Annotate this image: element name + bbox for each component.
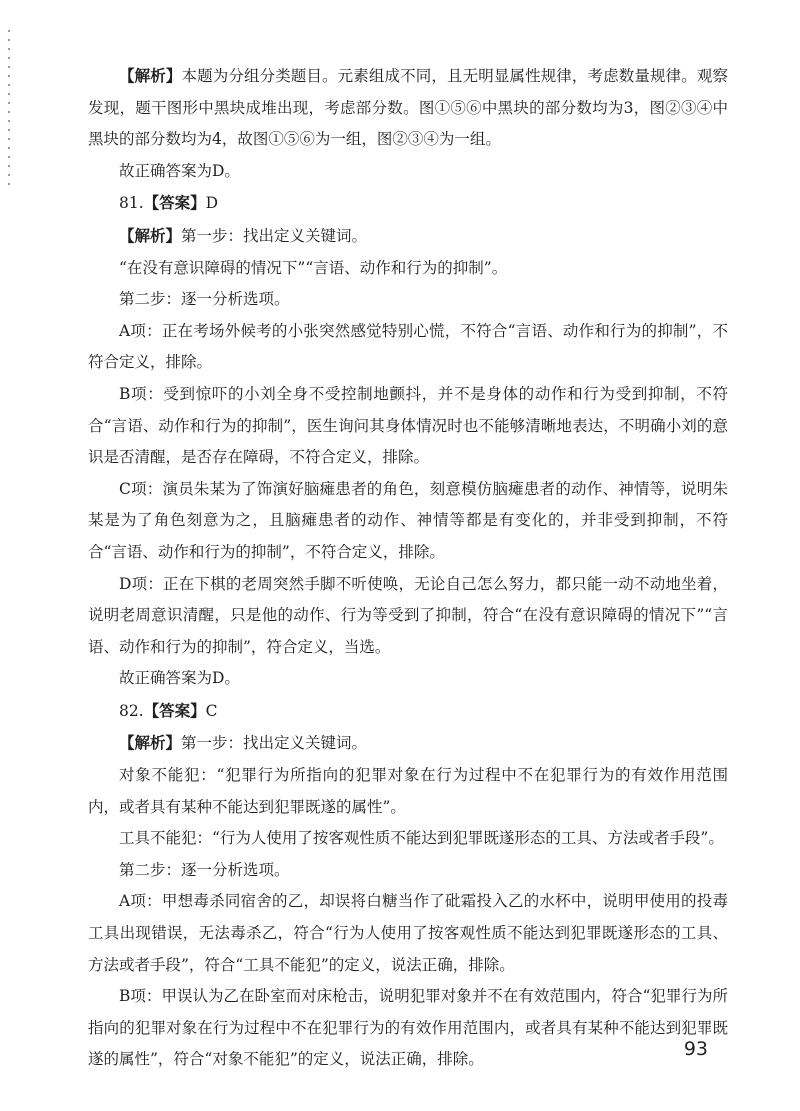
answer-label: 【答案】	[143, 193, 206, 213]
analysis-label: 【解析】	[119, 66, 182, 85]
analysis-label: 【解析】	[119, 225, 182, 245]
step-text: 第一步：找出定义关键词。	[181, 226, 368, 245]
q82-definition-tool: 工具不能犯：“行为人使用了按客观性质不能达到犯罪既遂形态的工具、方法或者手段”。	[119, 829, 724, 848]
question-number: 81.	[119, 194, 144, 213]
q81-option-a: A项：正在考场外候考的小张突然感觉特别心慌，不符合“言语、动作和行为的抑制”，不符合定义，排除。	[88, 321, 728, 372]
q81-step2: 第二步：逐一分析选项。	[119, 290, 290, 309]
q81-conclusion: 故正确答案为D。	[119, 669, 240, 688]
q80-conclusion: 故正确答案为D。	[119, 161, 240, 180]
q82-answer-line	[88, 695, 728, 728]
q81-analysis-step1	[88, 220, 728, 253]
page-number: 93	[683, 1038, 708, 1060]
q81-option-b: B项：受到惊吓的小刘全身不受控制地颤抖，并不是身体的动作和行为受到抑制，不符合“言语、动作和行为的抑制”，医生询问其身体情况时也不能够清晰地表达，不明确小刘的意识是否清醒，是否存在障碍，不符合定义，排除。	[88, 384, 728, 467]
q81-option-c: C项：演员朱某为了饰演好脑瘫患者的角色，刻意模仿脑瘫患者的动作、神情等，说明朱某是为了角色刻意为之，且脑瘫患者的动作、神情等都是有变化的，并非受到抑制，不符合“言语、动作和行为的抑制”，不符合定义，排除。	[88, 479, 728, 561]
q81-answer-line	[88, 187, 728, 220]
question-number: 82.	[119, 701, 144, 720]
step-text: 第一步：找出定义关键词。	[181, 734, 368, 753]
answer-value: D	[205, 194, 219, 213]
analysis-label: 【解析】	[119, 733, 182, 753]
q82-step2: 第二步：逐一分析选项。	[119, 860, 290, 879]
q82-option-a: A项：甲想毒杀同宿舍的乙，却误将白糖当作了砒霜投入乙的水杯中，说明甲使用的投毒工具出现错误，无法毒杀乙，符合“行为人使用了按客观性质不能达到犯罪既遂形态的工具、方法或者手段”，符合“工具不能犯”的定义，说法正确，排除。	[88, 892, 728, 974]
q82-option-b: B项：甲误认为乙在卧室而对床枪击，说明犯罪对象并不在有效范围内，符合“犯罪行为所指向的犯罪对象在行为过程中不在犯罪行为的有效作用范围内，或者具有某种不能达到犯罪既遂的属性”，符合“对象不能犯”的定义，说法正确，排除。	[88, 987, 728, 1069]
q80-analysis	[88, 60, 728, 156]
analysis-text: 本题为分组分类题目。元素组成不同，且无明显属性规律，考虑数量规律。观察发现，题干图形中黑块成堆出现，考虑部分数。图①⑤⑥中黑块的部分数均为3，图②③④中黑块的部分数均为4，故图①⑤⑥为一组，图②③④为一组。	[88, 67, 728, 149]
answer-label: 【答案】	[143, 700, 206, 720]
answer-value: C	[205, 701, 218, 720]
document-body	[88, 60, 728, 1076]
margin-dots	[8, 30, 10, 190]
q82-analysis-step1	[88, 727, 728, 760]
q81-keywords: “在没有意识障碍的情况下”“言语、动作和行为的抑制”。	[119, 258, 508, 277]
q82-definition-object: 对象不能犯：“犯罪行为所指向的犯罪对象在行为过程中不在犯罪行为的有效作用范围内，或者具有某种不能达到犯罪既遂的属性”。	[88, 766, 728, 816]
q81-option-d: D项：正在下棋的老周突然手脚不听使唤，无论自己怎么努力，都只能一动不动地坐着，说明老周意识清醒，只是他的动作、行为等受到了抑制，符合“在没有意识障碍的情况下”“言语、动作和行为的抑制”，符合定义，当选。	[88, 574, 728, 656]
